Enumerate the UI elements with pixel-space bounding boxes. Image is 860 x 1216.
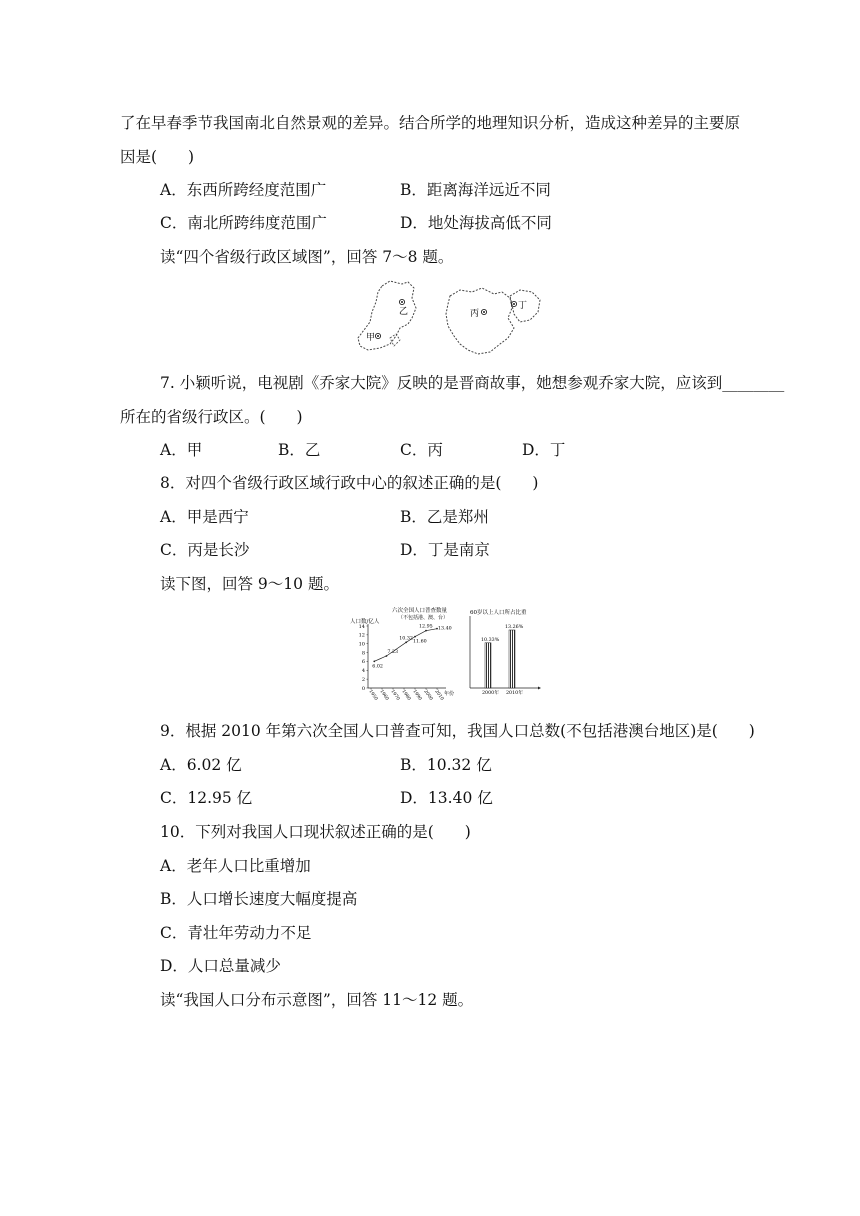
bar-chart-x-arrow	[538, 687, 541, 690]
province-shape-right	[446, 288, 514, 354]
line-chart-point	[373, 660, 375, 662]
line-chart-ytick-label: 14	[358, 623, 365, 630]
line-chart-point	[425, 630, 427, 632]
line-chart-xtick-label: 1970	[389, 689, 401, 702]
q7-option-a[interactable]: A．甲	[160, 441, 203, 459]
line-chart-data-label: 6.02	[372, 664, 383, 670]
line-chart-data-label: 7.23	[387, 649, 399, 655]
read-instruction-3: 读“我国人口分布示意图”，回答 11～12 题。	[160, 991, 474, 1009]
q10-option-d[interactable]: D．人口总量减少	[160, 957, 281, 975]
line-chart-ytick-label: 6	[361, 659, 365, 666]
q9-option-a[interactable]: A．6.02 亿	[160, 756, 242, 774]
line-chart-data-label: 13.40	[438, 626, 452, 632]
bar-chart-value-label: 13.26%	[505, 624, 524, 630]
q7-option-c[interactable]: C．丙	[400, 441, 443, 459]
line-chart-data-label: 10.32	[399, 636, 413, 642]
map-label-jia: 甲	[366, 333, 376, 343]
line-chart-point	[386, 655, 388, 657]
read-instruction-2: 读下图，回答 9～10 题。	[160, 575, 339, 593]
map-label-yi: 乙	[399, 307, 409, 317]
bar-chart-bar	[485, 643, 491, 688]
q8-option-a[interactable]: A．甲是西宁	[160, 508, 249, 526]
line-chart-data-label: 11.60	[413, 639, 427, 645]
q7-stem-line-1: 7. 小颖听说，电视剧《乔家大院》反映的是晋商故事，她想参观乔家大院，应该到________	[160, 374, 785, 392]
bar-chart-bar	[509, 630, 515, 688]
q9-option-c[interactable]: C．12.95 亿	[160, 789, 253, 807]
bar-chart-category-label: 2000年	[482, 691, 500, 696]
line-chart-xtick-label: 1980	[400, 689, 412, 702]
line-chart-xtick-label: 1990	[411, 689, 423, 702]
intro-line-2: 因是( )	[120, 148, 195, 166]
line-chart-xtick-label: 2000	[422, 689, 434, 702]
q6-option-d[interactable]: D．地处海拔高低不同	[400, 214, 552, 232]
line-chart-data-label: 12.95	[419, 624, 433, 630]
line-chart-xlabel: 年份	[444, 691, 455, 697]
intro-line-1: 了在早春季节我国南北自然景观的差异。结合所学的地理知识分析，造成这种差异的主要原	[120, 114, 741, 132]
line-chart-title: 六次全国人口普查数量	[392, 608, 448, 614]
q10-stem: 10．下列对我国人口现状叙述正确的是( )	[160, 823, 471, 841]
q7-option-b[interactable]: B．乙	[278, 441, 321, 459]
province-shape-left-part	[390, 334, 400, 346]
map-label-ding: 丁	[518, 301, 528, 311]
bar-chart-category-label: 2010年	[506, 691, 524, 696]
line-chart-ytick-label: 2	[361, 676, 365, 683]
line-chart-point	[405, 641, 407, 643]
q6-option-b[interactable]: B．距离海洋远近不同	[400, 181, 551, 199]
q7-option-d[interactable]: D．丁	[522, 441, 566, 459]
line-chart-point	[414, 636, 416, 638]
read-instruction-1: 读“四个省级行政区域图”，回答 7～8 题。	[160, 248, 454, 266]
q8-option-d[interactable]: D．丁是南京	[400, 541, 490, 559]
line-chart-xtick-label: 2010	[433, 689, 445, 702]
population-line-chart	[350, 604, 460, 704]
q10-option-c[interactable]: C．青壮年劳动力不足	[160, 924, 312, 942]
bar-chart-title: 60岁以上人口所占比重	[470, 610, 527, 616]
line-chart-ytick-label: 0	[361, 685, 365, 692]
map-label-bing: 丙	[470, 309, 480, 319]
q10-option-a[interactable]: A．老年人口比重增加	[160, 857, 311, 875]
q8-stem: 8．对四个省级行政区域行政中心的叙述正确的是( )	[160, 474, 539, 492]
line-chart-subtitle: （不包括港、澳、台）	[398, 615, 449, 621]
line-chart-ytick-label: 12	[358, 632, 365, 639]
q10-option-b[interactable]: B．人口增长速度大幅度提高	[160, 890, 358, 908]
q7-stem-line-2: 所在的省级行政区。( )	[120, 408, 303, 426]
q9-option-b[interactable]: B．10.32 亿	[400, 756, 492, 774]
q6-option-c[interactable]: C．南北所跨纬度范围广	[160, 214, 327, 232]
line-chart-xtick-label: 1950	[367, 689, 379, 702]
q9-option-d[interactable]: D．13.40 亿	[400, 789, 493, 807]
elderly-ratio-bar-chart	[466, 604, 542, 704]
bar-chart-value-label: 10.33%	[481, 637, 500, 643]
q6-option-a[interactable]: A．东西所跨经度范围广	[160, 181, 327, 199]
q8-option-c[interactable]: C．丙是长沙	[160, 541, 250, 559]
q8-option-b[interactable]: B．乙是郑州	[400, 508, 489, 526]
line-chart-series-line	[374, 629, 437, 662]
line-chart-ytick-label: 8	[361, 650, 365, 657]
q9-stem: 9．根据 2010 年第六次全国人口普查可知，我国人口总数(不包括港澳台地区)是( )	[160, 722, 755, 740]
line-chart-ytick-label: 10	[358, 641, 365, 648]
line-chart-ylabel: 人口数/亿人	[350, 619, 380, 625]
line-chart-ytick-label: 4	[361, 668, 365, 675]
province-map-figure	[350, 278, 550, 358]
line-chart-xtick-label: 1960	[378, 689, 390, 702]
